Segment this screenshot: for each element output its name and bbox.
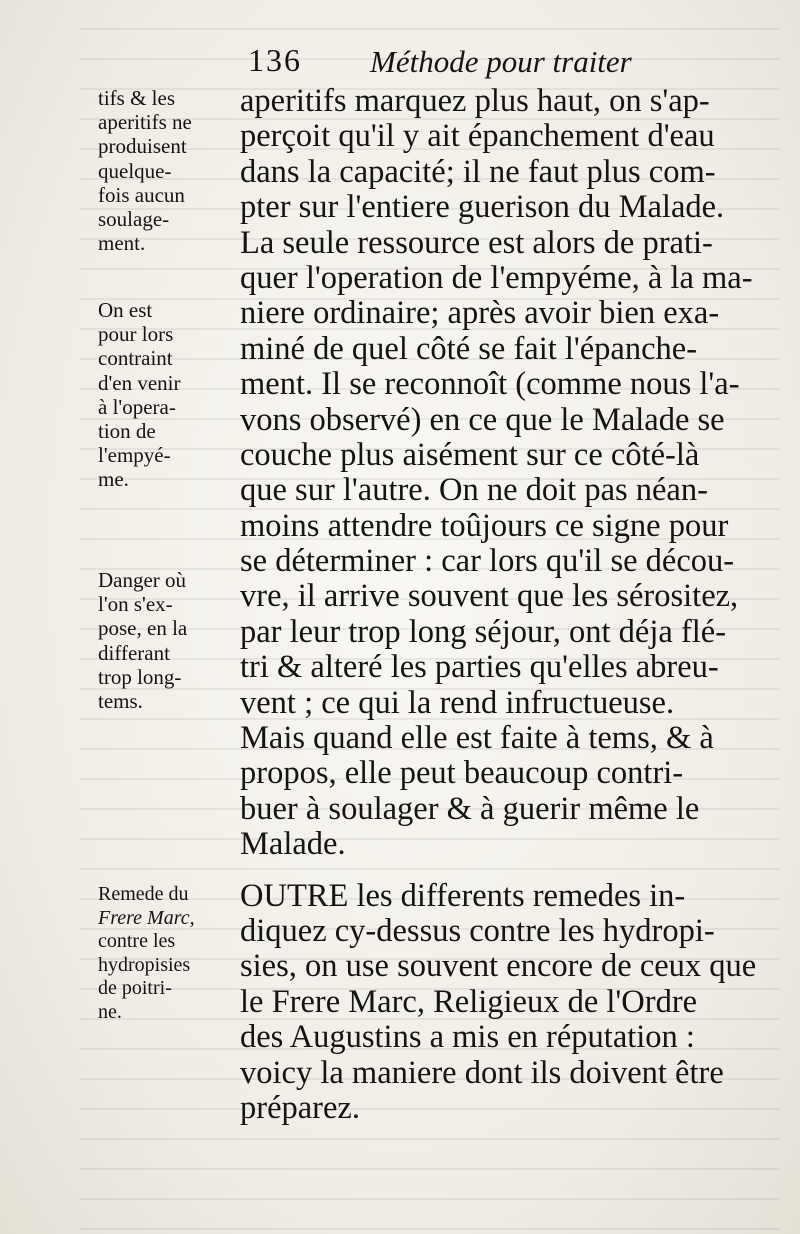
margin-note-line: ment. — [98, 231, 146, 256]
body-text — [240, 84, 760, 1126]
margin-note-line: differant — [98, 640, 170, 665]
margin-note-line: hydropisies — [98, 953, 191, 976]
text-line: aperitifs marquez plus haut, on s'ap- — [240, 83, 710, 119]
margin-note-line: ne. — [98, 1000, 122, 1023]
text-line: perçoit qu'il y ait épanchement d'eau — [240, 118, 715, 155]
text-line: sies, on use souvent encore de ceux que — [240, 948, 757, 985]
margin-note-line: contraint — [98, 346, 173, 371]
text-line: pter sur l'entiere guerison du Malade. — [240, 189, 725, 226]
margin-note-line: me. — [98, 467, 129, 492]
text-line: vons observé) en ce que le Malade se — [240, 401, 725, 438]
margin-note — [98, 883, 233, 1025]
margin-note-line: Remede du — [98, 883, 189, 905]
margin-note-line: pose, en la — [98, 616, 188, 641]
margin-note — [98, 86, 233, 255]
text-line: des Augustins a mis en réputation : — [240, 1019, 695, 1056]
paragraph-gap — [240, 863, 760, 879]
text-line: ment. Il se reconnoît (comme nous l'a- — [240, 366, 740, 403]
margin-note-line: l'on s'ex- — [98, 592, 173, 617]
page-number: 136 — [248, 42, 302, 78]
text-line: buer à soulager & à guerir même le — [240, 790, 700, 827]
text-line: préparez. — [240, 1089, 360, 1126]
text-line: vent ; ce qui la rend infructueuse. — [240, 684, 675, 721]
margin-note-line: l'empyé- — [98, 443, 171, 468]
margin-note-line: pour lors — [98, 322, 174, 347]
text-line: couche plus aisément sur ce côté-là — [240, 436, 700, 473]
running-title: Méthode pour traiter — [370, 44, 632, 79]
margin-note-line: contre les — [98, 930, 176, 953]
text-line: voicy la maniere dont ils doivent être — [240, 1054, 724, 1091]
margin-note — [98, 298, 233, 492]
text-line: dans la capacité; il ne faut plus com- — [240, 153, 716, 190]
text-line: vre, il arrive souvent que les sérositez, — [240, 578, 739, 615]
text-line: diquez cy-dessus contre les hydropi- — [240, 912, 715, 949]
text-line: moins attendre toûjours ce signe pour — [240, 507, 729, 544]
margin-note-line: d'en venir — [98, 370, 181, 395]
margin-note-line: Danger où — [98, 568, 187, 592]
text-line: par leur trop long séjour, ont déja flé- — [240, 613, 727, 650]
text-line: quer l'operation de l'empyéme, à la ma- — [240, 259, 753, 296]
text-line: Malade. — [240, 826, 346, 863]
margin-note-line: produisent — [98, 134, 187, 159]
margin-note-line: tems. — [98, 689, 143, 714]
text-line: tri & alteré les parties qu'elles abreu- — [240, 649, 719, 686]
margin-note-line: à l'opera- — [98, 394, 176, 419]
margin-note-line: tion de — [98, 419, 156, 444]
margin-note-line: tifs & les — [98, 86, 175, 110]
text-line: propos, elle peut beaucoup contri- — [240, 755, 684, 792]
text-line: Mais quand elle est faite à tems, & à — [240, 720, 714, 757]
margin-note-line: aperitifs ne — [98, 110, 192, 135]
margin-note-line: quelque- — [98, 158, 172, 183]
text-line: miné de quel côté se fait l'épanche- — [240, 330, 698, 367]
margin-note-line: On est — [98, 298, 153, 322]
text-line: que sur l'autre. On ne doit pas néan- — [240, 472, 708, 509]
text-line: La seule ressource est alors de prati- — [240, 224, 713, 261]
margin-note-line: soulage- — [98, 207, 170, 232]
margin-note-line: fois aucun — [98, 182, 185, 207]
text-line: se déterminer : car lors qu'il se décou- — [240, 543, 735, 580]
margin-note-line: trop long- — [98, 664, 182, 689]
text-line: le Frere Marc, Religieux de l'Ordre — [240, 983, 698, 1020]
margin-note-line: Frere Marc, — [98, 906, 195, 929]
page-header — [230, 42, 750, 86]
margin-note-line: de poitri- — [98, 977, 172, 1000]
margin-note — [98, 568, 233, 713]
text-line: OUTRE les differents remedes in- — [240, 877, 686, 914]
text-line: niere ordinaire; après avoir bien exa- — [240, 295, 720, 332]
